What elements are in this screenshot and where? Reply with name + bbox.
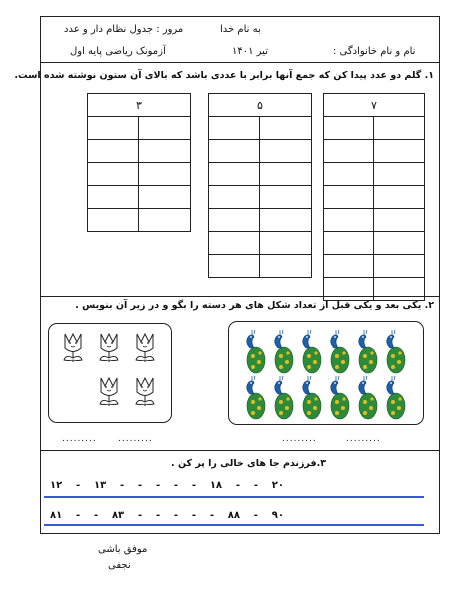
answer-blank-peacocks-before[interactable]: ......... <box>346 434 381 444</box>
tulip-icon <box>136 334 154 362</box>
date-label: تیر ۱۴۰۱ <box>232 46 268 57</box>
question-3-text: ۳.فرزندم جا های خالی را پر کن . <box>171 458 326 469</box>
tulip-icon <box>100 334 118 362</box>
tulip-icon <box>100 378 118 406</box>
peacock-icon <box>303 330 321 373</box>
peacock-icon <box>387 376 405 419</box>
teacher-name: نجفی <box>108 560 131 571</box>
divider-header <box>40 62 440 63</box>
peacock-icon <box>331 330 349 373</box>
question-2-text: ۲. یکی بعد و یکی قبل از تعداد شکل های هر دسته را بگو و در زیر آن بنویس . <box>75 300 434 311</box>
tulips-group-box <box>48 323 172 423</box>
peacock-icon <box>275 376 293 419</box>
tulip-icon <box>64 334 82 362</box>
sequence-row-2-underline <box>44 524 424 526</box>
name-label: نام و نام خانوادگی : <box>333 46 416 57</box>
sequence-row-1[interactable]: ۲۰ - - ۱۸ - - - - - ۱۳ - ۱۲ <box>50 480 284 491</box>
peacocks-group-box <box>228 321 424 425</box>
answer-blank-tulips-before[interactable]: ......... <box>118 434 153 444</box>
peacock-icon <box>359 376 377 419</box>
tulip-icons <box>49 324 171 422</box>
table-sum-7 <box>323 93 425 301</box>
question-1-text: ۱. گلم دو عدد پیدا کن که جمع آنها برابر با عددی باشد که بالای آن ستون نوشته شده است. <box>14 70 434 81</box>
table-header: ۵ <box>209 94 312 117</box>
page-title: به نام خدا <box>220 24 261 35</box>
peacock-icons <box>229 322 423 424</box>
peacock-icon <box>331 376 349 419</box>
peacock-icon <box>303 376 321 419</box>
peacock-icon <box>359 330 377 373</box>
tulip-icon <box>136 378 154 406</box>
peacock-icon <box>275 330 293 373</box>
answer-blank-tulips-after[interactable]: ......... <box>62 434 97 444</box>
table-header: ۷ <box>324 94 425 117</box>
table-header: ۳ <box>88 94 191 117</box>
answer-blank-peacocks-after[interactable]: ......... <box>282 434 317 444</box>
peacock-icon <box>387 330 405 373</box>
exam-label: آزمونک ریاضی پایه اول <box>70 46 166 57</box>
divider-q2 <box>40 450 440 451</box>
good-luck-text: موفق باشی <box>98 544 148 555</box>
sequence-row-2[interactable]: ۹۰ - ۸۸ - - - - - ۸۳ - - ۸۱ <box>50 510 284 521</box>
peacock-icon <box>247 330 265 373</box>
topic-label: مرور : جدول نظام دار و عدد <box>64 24 184 35</box>
sequence-row-1-underline <box>44 496 424 498</box>
peacock-icon <box>247 376 265 419</box>
table-sum-3 <box>87 93 191 232</box>
table-sum-5 <box>208 93 312 278</box>
